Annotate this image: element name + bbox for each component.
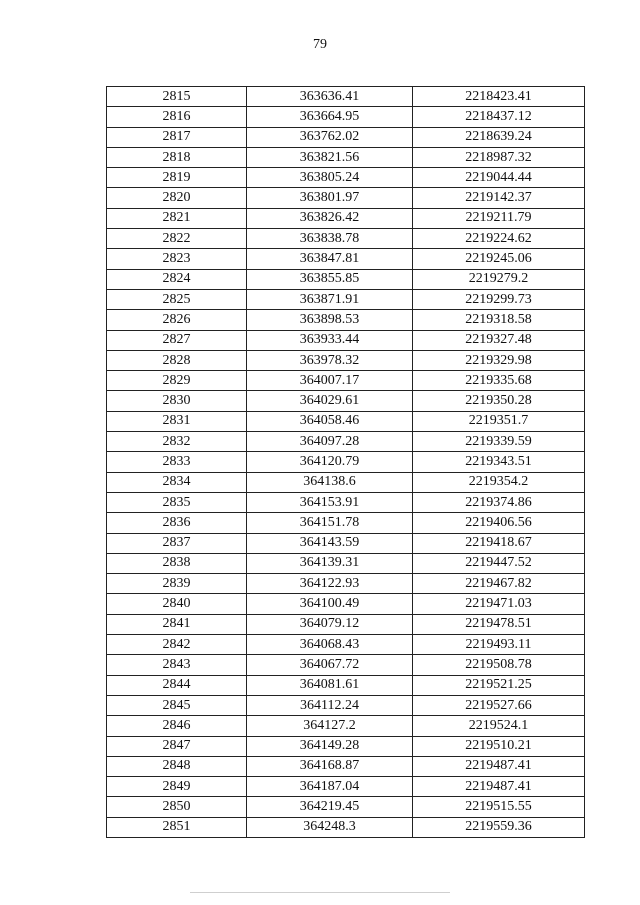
point-number-cell: 2840 [107, 594, 247, 614]
x-coordinate-cell: 364127.2 [247, 716, 413, 736]
point-number-cell: 2851 [107, 817, 247, 837]
y-coordinate-cell: 2219044.44 [413, 168, 585, 188]
point-number-cell: 2850 [107, 797, 247, 817]
y-coordinate-cell: 2219351.7 [413, 411, 585, 431]
point-number-cell: 2826 [107, 310, 247, 330]
point-number-cell: 2849 [107, 777, 247, 797]
x-coordinate-cell: 364081.61 [247, 675, 413, 695]
table-row [107, 330, 585, 350]
table-row [107, 533, 585, 553]
y-coordinate-cell: 2219447.52 [413, 553, 585, 573]
y-coordinate-cell: 2219299.73 [413, 289, 585, 309]
table-row [107, 371, 585, 391]
table-row [107, 736, 585, 756]
table-row [107, 188, 585, 208]
x-coordinate-cell: 364097.28 [247, 432, 413, 452]
x-coordinate-cell: 364058.46 [247, 411, 413, 431]
table-row [107, 289, 585, 309]
y-coordinate-cell: 2219521.25 [413, 675, 585, 695]
y-coordinate-cell: 2218987.32 [413, 147, 585, 167]
x-coordinate-cell: 364007.17 [247, 371, 413, 391]
table-row [107, 777, 585, 797]
table-row [107, 350, 585, 370]
table-row [107, 574, 585, 594]
table-row [107, 695, 585, 715]
table-row [107, 411, 585, 431]
y-coordinate-cell: 2218423.41 [413, 87, 585, 107]
point-number-cell: 2827 [107, 330, 247, 350]
point-number-cell: 2843 [107, 655, 247, 675]
table-row [107, 310, 585, 330]
point-number-cell: 2830 [107, 391, 247, 411]
table-row [107, 756, 585, 776]
point-number-cell: 2839 [107, 574, 247, 594]
table-row [107, 797, 585, 817]
y-coordinate-cell: 2219559.36 [413, 817, 585, 837]
x-coordinate-cell: 364138.6 [247, 472, 413, 492]
y-coordinate-cell: 2219524.1 [413, 716, 585, 736]
y-coordinate-cell: 2219318.58 [413, 310, 585, 330]
y-coordinate-cell: 2219211.79 [413, 208, 585, 228]
x-coordinate-cell: 364143.59 [247, 533, 413, 553]
table-row [107, 492, 585, 512]
y-coordinate-cell: 2219510.21 [413, 736, 585, 756]
y-coordinate-cell: 2219339.59 [413, 432, 585, 452]
y-coordinate-cell: 2219471.03 [413, 594, 585, 614]
y-coordinate-cell: 2219327.48 [413, 330, 585, 350]
table-row [107, 432, 585, 452]
table-row [107, 391, 585, 411]
table-row [107, 716, 585, 736]
x-coordinate-cell: 364120.79 [247, 452, 413, 472]
point-number-cell: 2836 [107, 513, 247, 533]
table-row [107, 472, 585, 492]
table-row [107, 513, 585, 533]
x-coordinate-cell: 364100.49 [247, 594, 413, 614]
x-coordinate-cell: 364079.12 [247, 614, 413, 634]
point-number-cell: 2831 [107, 411, 247, 431]
point-number-cell: 2824 [107, 269, 247, 289]
table-row [107, 208, 585, 228]
y-coordinate-cell: 2219406.56 [413, 513, 585, 533]
table-row [107, 553, 585, 573]
y-coordinate-cell: 2219279.2 [413, 269, 585, 289]
table-row [107, 87, 585, 107]
x-coordinate-cell: 364068.43 [247, 635, 413, 655]
table-row [107, 269, 585, 289]
point-number-cell: 2825 [107, 289, 247, 309]
point-number-cell: 2821 [107, 208, 247, 228]
y-coordinate-cell: 2219329.98 [413, 350, 585, 370]
x-coordinate-cell: 363801.97 [247, 188, 413, 208]
point-number-cell: 2837 [107, 533, 247, 553]
point-number-cell: 2841 [107, 614, 247, 634]
table-row [107, 127, 585, 147]
x-coordinate-cell: 363805.24 [247, 168, 413, 188]
y-coordinate-cell: 2219527.66 [413, 695, 585, 715]
x-coordinate-cell: 364112.24 [247, 695, 413, 715]
y-coordinate-cell: 2219467.82 [413, 574, 585, 594]
x-coordinate-cell: 363636.41 [247, 87, 413, 107]
y-coordinate-cell: 2219487.41 [413, 756, 585, 776]
table-row [107, 249, 585, 269]
x-coordinate-cell: 364187.04 [247, 777, 413, 797]
y-coordinate-cell: 2219493.11 [413, 635, 585, 655]
x-coordinate-cell: 364168.87 [247, 756, 413, 776]
x-coordinate-cell: 363978.32 [247, 350, 413, 370]
x-coordinate-cell: 364139.31 [247, 553, 413, 573]
y-coordinate-cell: 2219350.28 [413, 391, 585, 411]
x-coordinate-cell: 363664.95 [247, 107, 413, 127]
x-coordinate-cell: 363847.81 [247, 249, 413, 269]
x-coordinate-cell: 364219.45 [247, 797, 413, 817]
table-row [107, 655, 585, 675]
point-number-cell: 2835 [107, 492, 247, 512]
point-number-cell: 2834 [107, 472, 247, 492]
point-number-cell: 2823 [107, 249, 247, 269]
y-coordinate-cell: 2219487.41 [413, 777, 585, 797]
coordinates-table-body [107, 87, 585, 838]
point-number-cell: 2828 [107, 350, 247, 370]
table-row [107, 594, 585, 614]
x-coordinate-cell: 363898.53 [247, 310, 413, 330]
point-number-cell: 2832 [107, 432, 247, 452]
x-coordinate-cell: 363838.78 [247, 229, 413, 249]
point-number-cell: 2819 [107, 168, 247, 188]
y-coordinate-cell: 2219515.55 [413, 797, 585, 817]
table-row [107, 452, 585, 472]
point-number-cell: 2848 [107, 756, 247, 776]
x-coordinate-cell: 363855.85 [247, 269, 413, 289]
y-coordinate-cell: 2218639.24 [413, 127, 585, 147]
y-coordinate-cell: 2219374.86 [413, 492, 585, 512]
y-coordinate-cell: 2219478.51 [413, 614, 585, 634]
point-number-cell: 2818 [107, 147, 247, 167]
point-number-cell: 2822 [107, 229, 247, 249]
table-row [107, 675, 585, 695]
y-coordinate-cell: 2219224.62 [413, 229, 585, 249]
page-number: 79 [313, 37, 327, 52]
table-row [107, 614, 585, 634]
x-coordinate-cell: 363762.02 [247, 127, 413, 147]
x-coordinate-cell: 363826.42 [247, 208, 413, 228]
x-coordinate-cell: 364153.91 [247, 492, 413, 512]
x-coordinate-cell: 363821.56 [247, 147, 413, 167]
point-number-cell: 2845 [107, 695, 247, 715]
y-coordinate-cell: 2219343.51 [413, 452, 585, 472]
point-number-cell: 2815 [107, 87, 247, 107]
y-coordinate-cell: 2219335.68 [413, 371, 585, 391]
y-coordinate-cell: 2219245.06 [413, 249, 585, 269]
scan-edge-line [190, 892, 450, 893]
point-number-cell: 2847 [107, 736, 247, 756]
y-coordinate-cell: 2218437.12 [413, 107, 585, 127]
table-row [107, 168, 585, 188]
point-number-cell: 2846 [107, 716, 247, 736]
x-coordinate-cell: 363871.91 [247, 289, 413, 309]
table-row [107, 817, 585, 837]
table-row [107, 229, 585, 249]
y-coordinate-cell: 2219418.67 [413, 533, 585, 553]
point-number-cell: 2816 [107, 107, 247, 127]
point-number-cell: 2833 [107, 452, 247, 472]
point-number-cell: 2844 [107, 675, 247, 695]
x-coordinate-cell: 364248.3 [247, 817, 413, 837]
point-number-cell: 2820 [107, 188, 247, 208]
x-coordinate-cell: 364067.72 [247, 655, 413, 675]
coordinates-table [106, 86, 585, 838]
table-row [107, 635, 585, 655]
y-coordinate-cell: 2219508.78 [413, 655, 585, 675]
point-number-cell: 2842 [107, 635, 247, 655]
x-coordinate-cell: 364151.78 [247, 513, 413, 533]
table-row [107, 107, 585, 127]
table-row [107, 147, 585, 167]
x-coordinate-cell: 364122.93 [247, 574, 413, 594]
point-number-cell: 2817 [107, 127, 247, 147]
point-number-cell: 2829 [107, 371, 247, 391]
x-coordinate-cell: 364029.61 [247, 391, 413, 411]
x-coordinate-cell: 363933.44 [247, 330, 413, 350]
x-coordinate-cell: 364149.28 [247, 736, 413, 756]
y-coordinate-cell: 2219354.2 [413, 472, 585, 492]
point-number-cell: 2838 [107, 553, 247, 573]
y-coordinate-cell: 2219142.37 [413, 188, 585, 208]
